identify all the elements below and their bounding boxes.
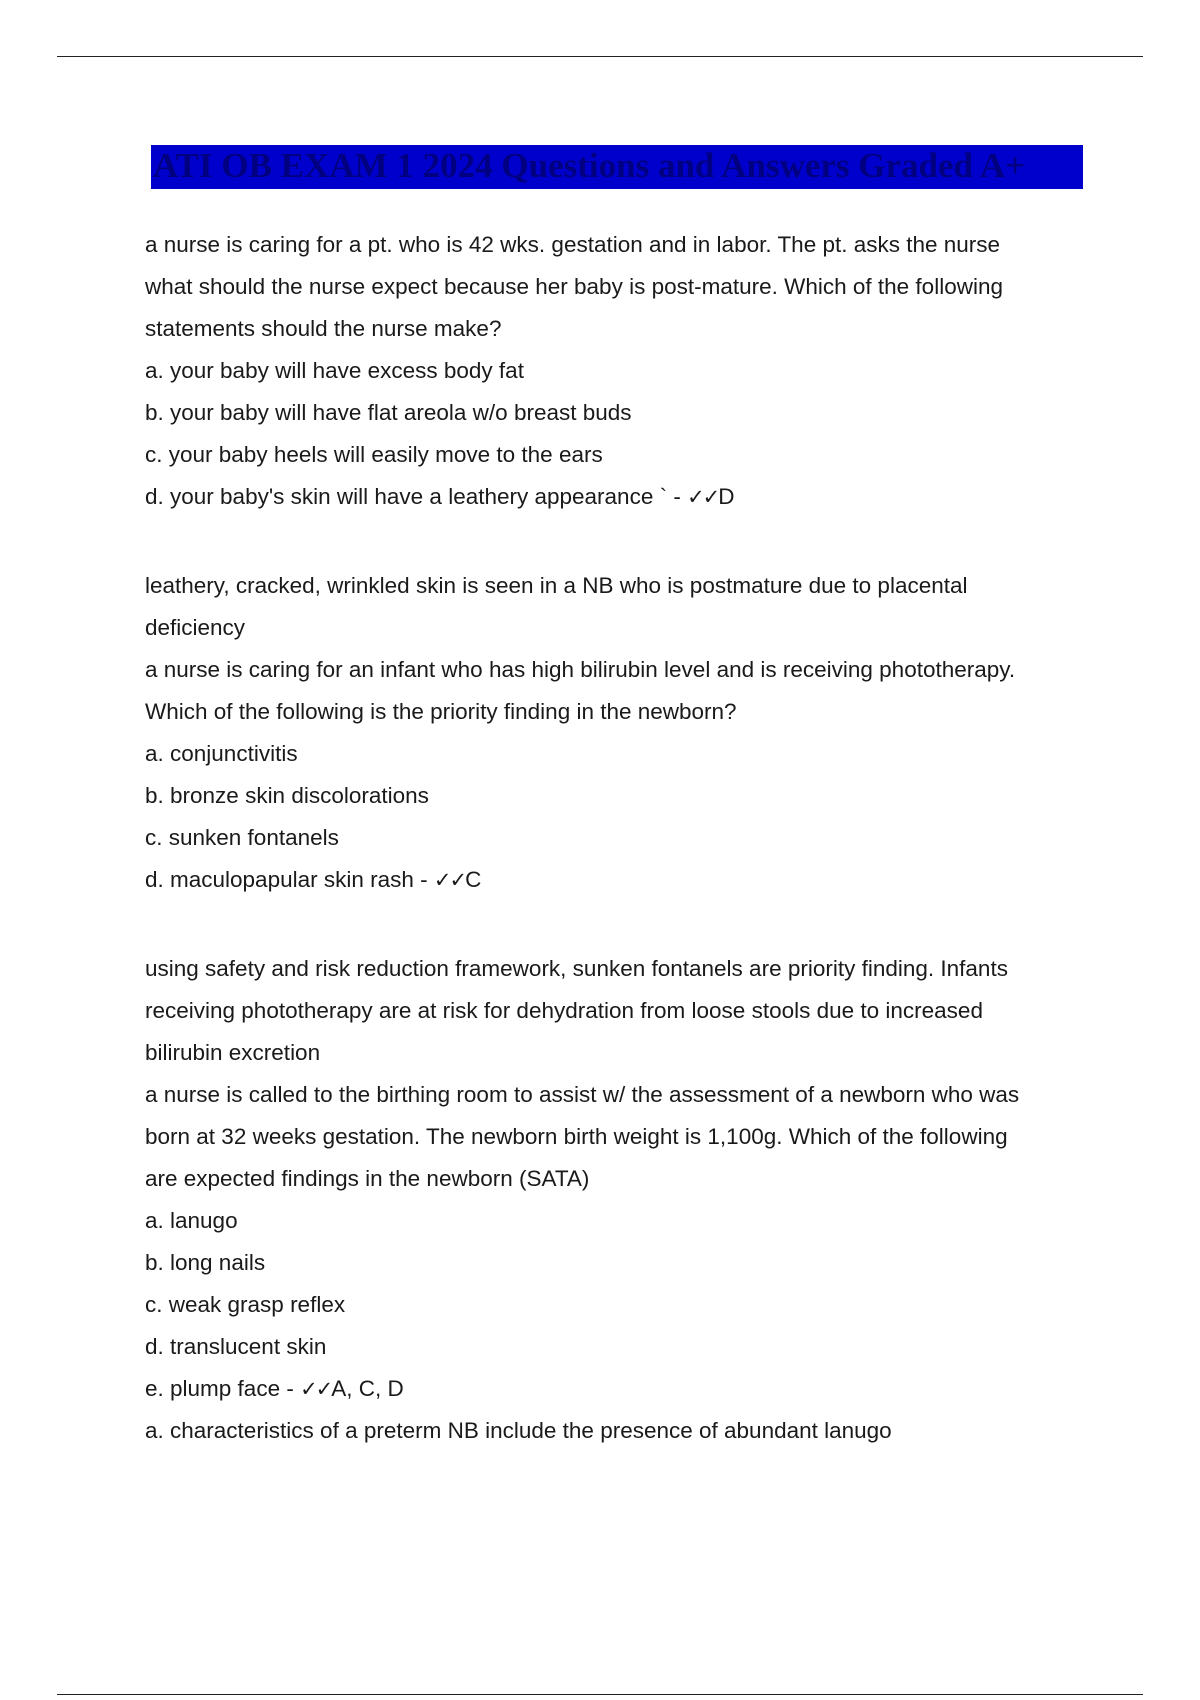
answer-option: b. your baby will have flat areola w/o breast buds: [145, 400, 632, 425]
question-block: [145, 565, 1090, 901]
question-text-line: born at 32 weeks gestation. The newborn birth weight is 1,100g. Which of the following: [145, 1124, 1008, 1149]
answer-option: b. bronze skin discolorations: [145, 783, 429, 808]
correct-answer: C: [465, 867, 482, 892]
question-text-line: a nurse is caring for a pt. who is 42 wks. gestation and in labor. The pt. asks the nurse: [145, 232, 1001, 257]
answer-option: a. conjunctivitis: [145, 741, 298, 766]
answer-option: c. your baby heels will easily move to the ears: [145, 442, 603, 467]
answer-option-text: e. plump face -: [145, 1376, 301, 1401]
double-check-icon: ✓✓: [687, 485, 719, 509]
question-block: [145, 948, 1090, 1452]
rationale-line: a. characteristics of a preterm NB include the presence of abundant lanugo: [145, 1418, 892, 1443]
answer-option-with-key: [145, 859, 1090, 901]
answer-option: a. your baby will have excess body fat: [145, 358, 524, 383]
answer-option: c. sunken fontanels: [145, 825, 339, 850]
answer-option-text: d. maculopapular skin rash -: [145, 867, 434, 892]
double-check-icon: ✓✓: [300, 1377, 332, 1401]
question-block: [145, 224, 1090, 518]
document-title-banner: [151, 145, 1083, 189]
answer-option-text: d. your baby's skin will have a leathery appearance ` -: [145, 484, 688, 509]
answer-option-with-key: [145, 1368, 1090, 1410]
footer-rule: [57, 1694, 1143, 1695]
rationale-line: bilirubin excretion: [145, 1040, 321, 1065]
rationale-line: receiving phototherapy are at risk for dehydration from loose stools due to increased: [145, 998, 983, 1023]
rationale-line: leathery, cracked, wrinkled skin is seen in a NB who is postmature due to placental: [145, 573, 968, 598]
header-rule: [57, 56, 1143, 57]
answer-option: b. long nails: [145, 1250, 266, 1275]
question-text-line: Which of the following is the priority finding in the newborn?: [145, 699, 737, 724]
question-text-line: what should the nurse expect because her baby is post-mature. Which of the following: [145, 274, 1003, 299]
question-text-line: a nurse is caring for an infant who has high bilirubin level and is receiving phototherapy.: [145, 657, 1016, 682]
answer-option: a. lanugo: [145, 1208, 238, 1233]
question-text-line: are expected findings in the newborn (SATA): [145, 1166, 590, 1191]
answer-option-with-key: [145, 476, 1090, 518]
double-check-icon: ✓✓: [433, 868, 466, 892]
document-body: [145, 224, 1090, 1452]
answer-option: d. translucent skin: [145, 1334, 327, 1359]
rationale-line: deficiency: [145, 615, 246, 640]
question-text-line: statements should the nurse make?: [145, 316, 502, 341]
block-spacer: [145, 518, 1090, 565]
document-title: ATI OB EXAM 1 2024 Questions and Answers Graded A+: [153, 146, 1026, 185]
rationale-line: using safety and risk reduction framework, sunken fontanels are priority finding. Infants: [145, 956, 1008, 981]
correct-answer: D: [718, 484, 735, 509]
question-text-line: a nurse is called to the birthing room to assist w/ the assessment of a newborn who was: [145, 1082, 1020, 1107]
answer-option: c. weak grasp reflex: [145, 1292, 346, 1317]
block-spacer: [145, 901, 1090, 948]
correct-answer: A, C, D: [331, 1376, 404, 1401]
